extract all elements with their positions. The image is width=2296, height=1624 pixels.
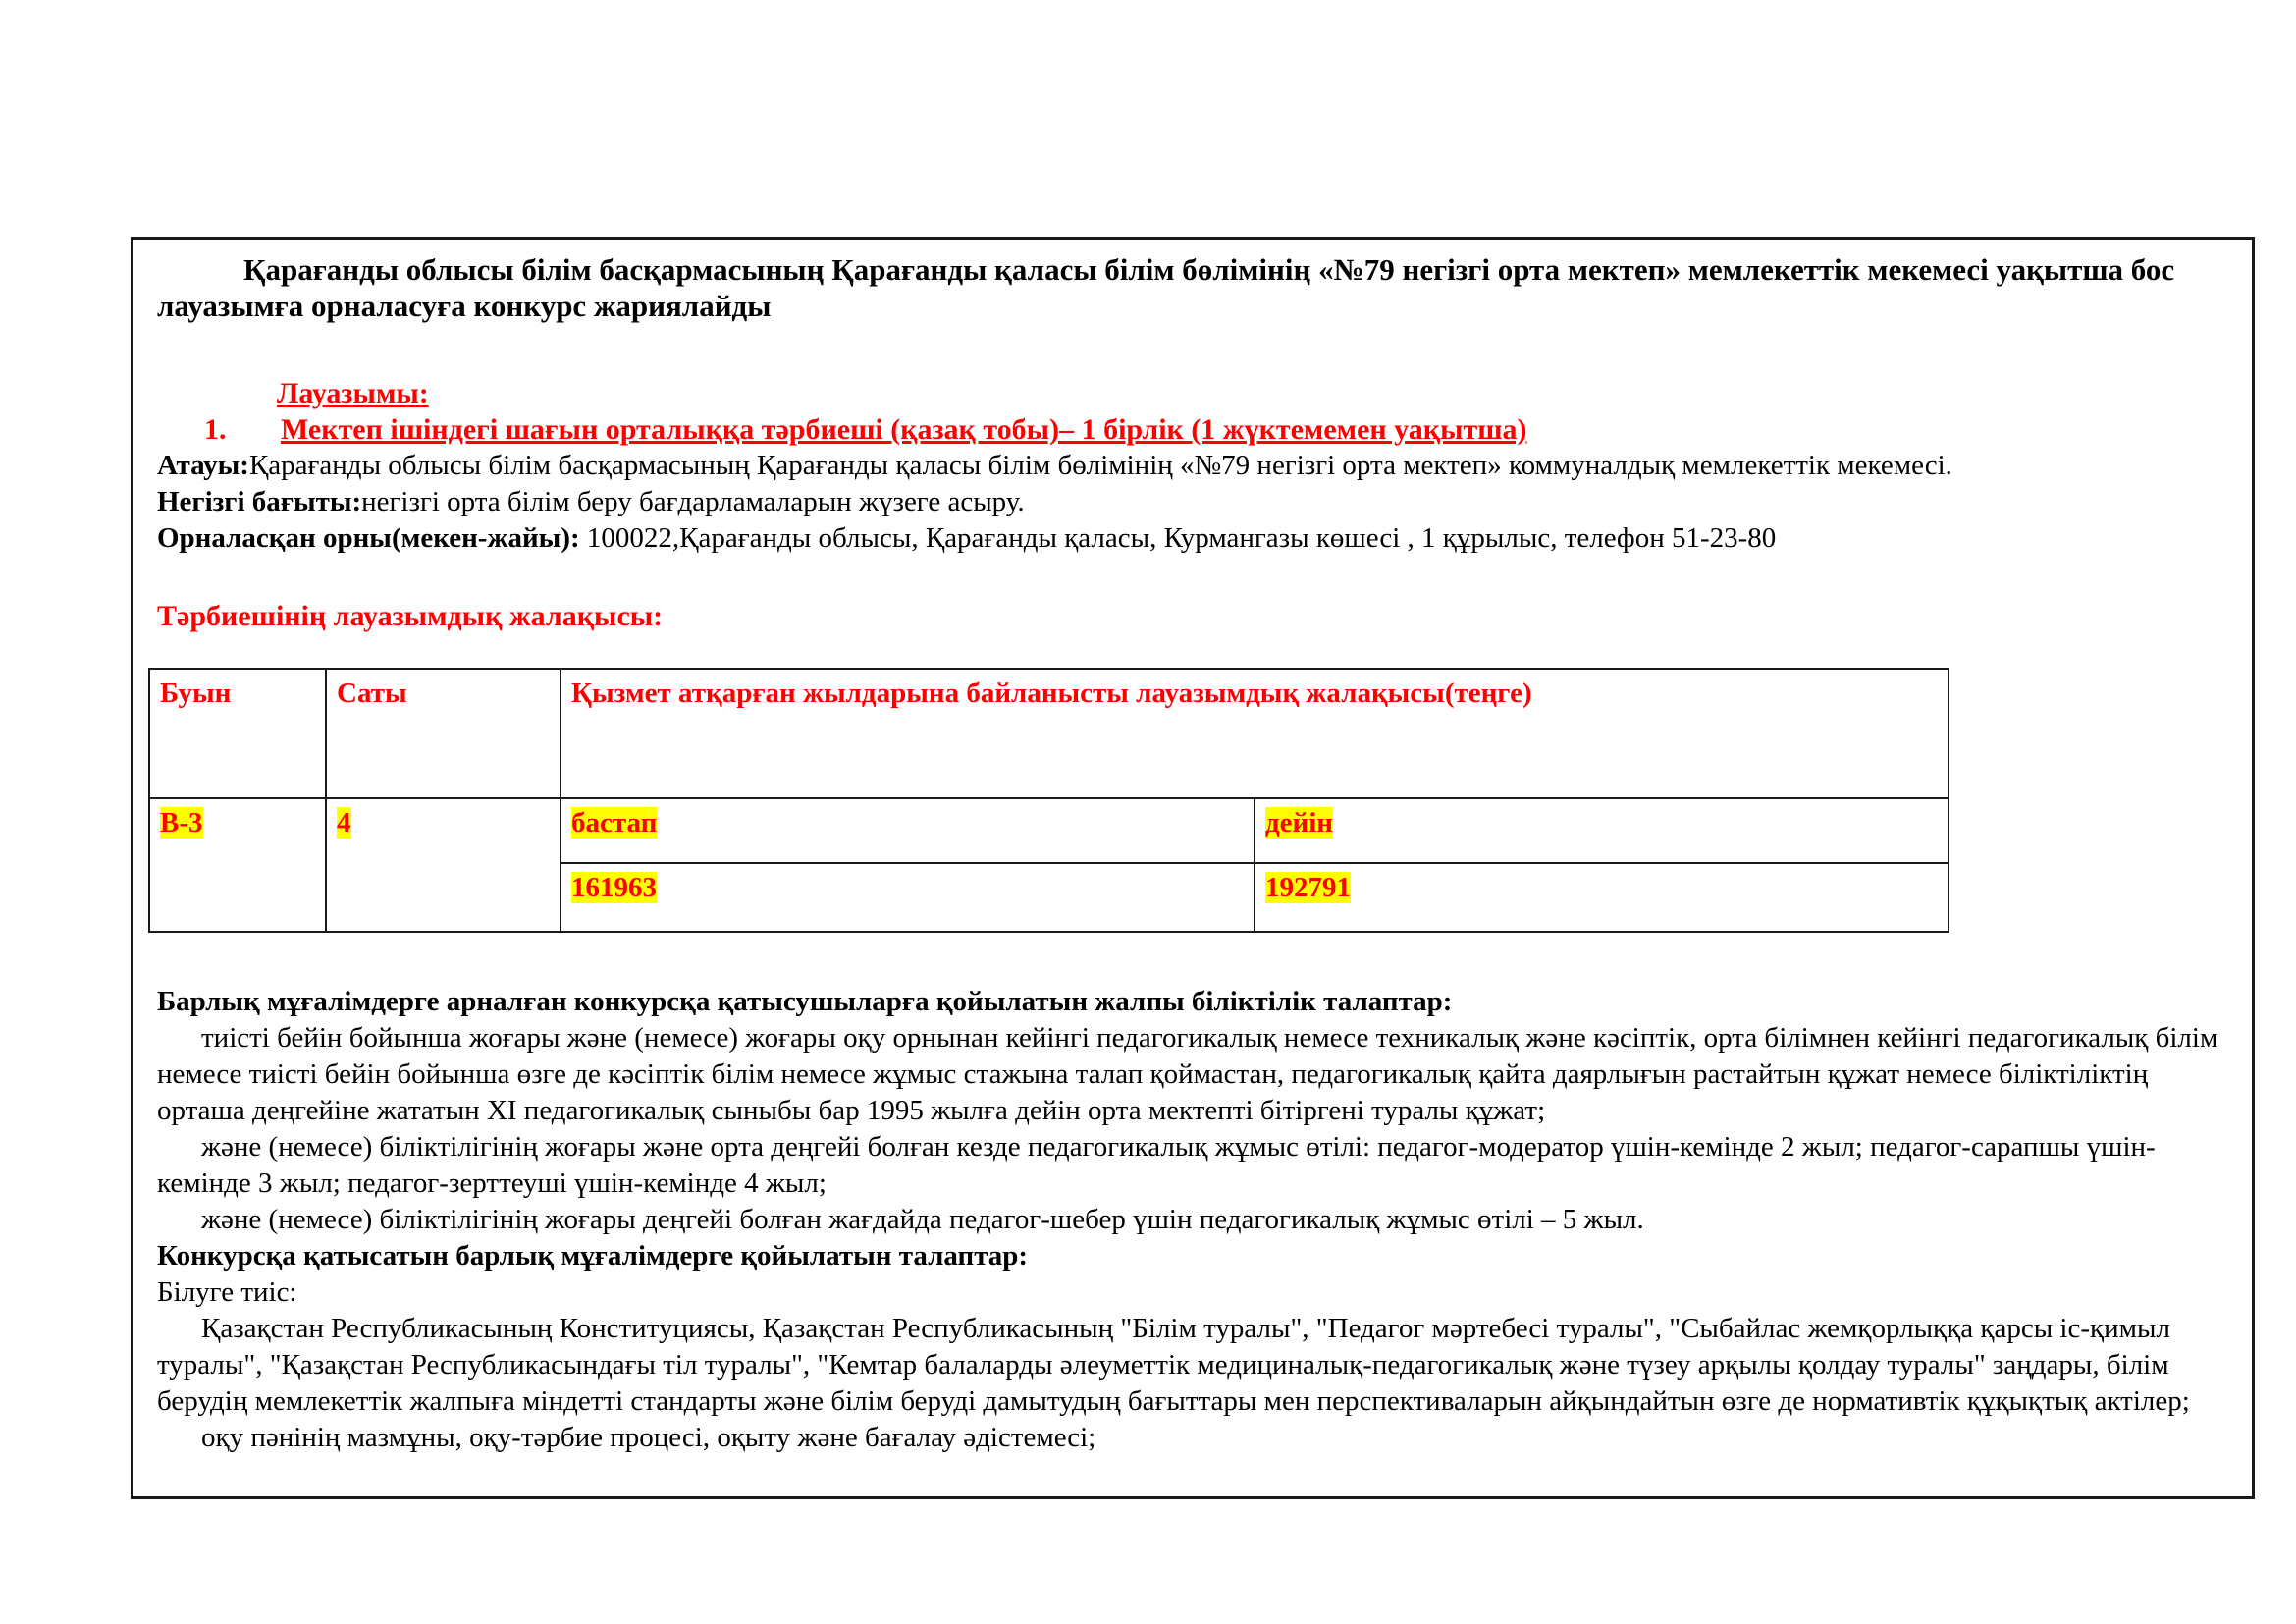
general-requirement-1: тиісті бейін бойынша жоғары және (немесе) жоғары оқу орнынан кейінгі педагогикалық немесе техникалық және кәсіптік, орта білімнен кейінгі педагогикалық білім немесе тиісті бейін бойынша өзге де кәсіптік білім немесе жұмыс стажына талап қоймастан, педагогикалық қайта даярлығын растайтын құжат немесе біліктіліктің орташа деңгейіне жататын XI педагогикалық сыныбы бар 1995 жылға дейін орта мектепті бітіргені туралы құжат; bbox=[157, 1022, 2218, 1126]
salary-header-step: Саты bbox=[326, 669, 561, 798]
general-requirement-3: және (немесе) біліктілігінің жоғары деңгейі болған жағдайда педагог-шебер үшін педагогикалық жұмыс өтілі – 5 жыл. bbox=[201, 1204, 1644, 1235]
must-know-item-1: Қазақстан Республикасының Конституциясы, Қазақстан Республикасының "Білім туралы", "Педагог мәртебесі туралы", "Сыбайлас жемқорлыққа қарсы іс-қимыл туралы", "Қазақстан Республикасындағы тіл туралы", "Кемтар балаларды әлеуметтік медициналық-педагогикалық және түзеу арқылы қолдау туралы" заңдары, білім берудің мемлекеттік жалпыға міндетті стандарты және білім беруді дамытудың бағыттары мен перспективаларын айқындайтын өзге де нормативтік құқықтық актілер; bbox=[157, 1313, 2190, 1417]
specific-requirements-heading: Конкурсқа қатысатын барлық мұғалімдерге қойылатын талаптар: bbox=[157, 1240, 1029, 1272]
salary-from-value: 161963 bbox=[571, 872, 657, 903]
salary-from-label: бастап bbox=[571, 807, 658, 839]
general-requirement-2: және (немесе) біліктілігінің жоғары және орта деңгейі болған кезде педагогикалық жұмыс өтілі: педагог-модератор үшін-кемінде 2 жыл; педагог-сарапшы үшін-кемінде 3 жыл; педагог-зерттеуші үшін-кемінде 4 жыл; bbox=[157, 1131, 2156, 1199]
field-main-direction bbox=[157, 484, 2226, 520]
salary-cell-to-label bbox=[1255, 798, 1949, 863]
document-title: Қарағанды облысы білім басқармасының Қарағанды қаласы білім бөлімінің «№79 негізгі орта мектеп» мемлекеттік мекемесі уақытша бос лауазымға орналасуға конкурс жариялайды bbox=[157, 252, 2175, 323]
field-main-direction-value: негізгі орта білім беру бағдарламаларын жүзеге асыру. bbox=[361, 486, 1025, 517]
salary-cell-to-value bbox=[1255, 863, 1949, 932]
salary-cell-grade bbox=[149, 798, 326, 932]
document-frame bbox=[131, 237, 2255, 1499]
salary-table-labels-row bbox=[149, 798, 1949, 863]
field-name-label: Атауы: bbox=[157, 450, 249, 481]
field-location-value: 100022,Қарағанды облысы, Қарағанды қаласы, Курмангазы көшесі , 1 құрылыс, телефон 51-23-80 bbox=[586, 522, 1777, 554]
field-location bbox=[157, 520, 2226, 557]
must-know-label: Білуге тиіс: bbox=[157, 1276, 297, 1308]
salary-header-amount: Қызмет атқарған жылдарына байланысты лауазымдық жалақысы(теңге) bbox=[561, 669, 1949, 798]
field-main-direction-label: Негізгі бағыты: bbox=[157, 486, 362, 517]
salary-grade-value: В-3 bbox=[160, 807, 203, 839]
salary-header-grade: Буын bbox=[149, 669, 326, 798]
salary-table bbox=[148, 668, 1949, 933]
salary-table-header-row bbox=[149, 669, 1949, 798]
field-name-value: Қарағанды облысы білім басқармасының Қарағанды қаласы білім бөлімінің «№79 негізгі орта мектеп» коммуналдық мемлекеттік мекемесі. bbox=[248, 450, 1952, 481]
salary-heading: Тәрбиешінің лауазымдық жалақысы: bbox=[157, 600, 664, 632]
must-know-item-2: оқу пәнінің мазмұны, оқу-тәрбие процесі, оқыту және бағалау әдістемесі; bbox=[201, 1422, 1096, 1453]
salary-step-value: 4 bbox=[337, 807, 351, 839]
field-location-label: Орналасқан орны(мекен-жайы): bbox=[157, 522, 587, 554]
salary-to-value: 192791 bbox=[1265, 872, 1351, 903]
position-item-number: 1. bbox=[204, 413, 227, 446]
salary-to-label: дейін bbox=[1265, 807, 1334, 839]
salary-cell-from-label bbox=[561, 798, 1255, 863]
position-item-text: Мектеп ішіндегі шағын орталыққа тәрбиеші (қазақ тобы)– 1 бірлік (1 жүктемемен уақытша) bbox=[281, 413, 1527, 446]
salary-cell-from-value bbox=[561, 863, 1255, 932]
salary-cell-step bbox=[326, 798, 561, 932]
general-requirements-heading: Барлық мұғалімдерге арналған конкурсқа қатысушыларға қойылатын жалпы біліктілік талаптар: bbox=[157, 986, 1453, 1017]
position-list-item bbox=[157, 411, 2226, 448]
field-name bbox=[157, 448, 2226, 484]
position-heading: Лауазымы: bbox=[277, 377, 429, 409]
